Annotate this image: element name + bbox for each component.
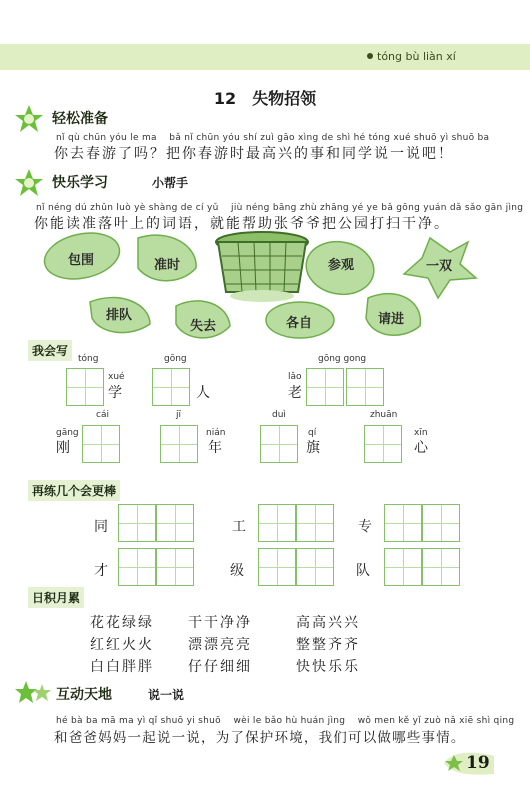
header-label: tóng bù liàn xí <box>367 50 456 63</box>
pinyin-label: lǎo <box>288 372 302 382</box>
writing-grid[interactable] <box>384 548 422 586</box>
idiom: 干干净净 <box>188 615 252 631</box>
leaf-word: 排队 <box>105 308 132 323</box>
writing-grid[interactable] <box>156 504 194 542</box>
character: 年 <box>208 440 222 456</box>
section2-pinyin: nǐ néng dú zhǔn luò yè shàng de cí yǔ jiù néng bāng zhù zhāng yé ye bǎ gōng yuán dǎ sǎo gān jìng <box>36 203 524 213</box>
section1-text: 你去春游了吗？把你春游时最高兴的事和同学说一说吧！ <box>54 146 454 162</box>
writing-grid[interactable] <box>66 368 104 406</box>
section-title-prepare: 轻松准备 <box>52 111 108 127</box>
section1-pinyin: nǐ qù chūn yóu le ma bǎ nǐ chūn yóu shí zuì gāo xìng de shì hé tóng xué shuō yì shuō ba <box>56 133 490 143</box>
pinyin-label: cái <box>96 410 109 420</box>
section-title-learn: 快乐学习 <box>52 175 108 191</box>
writing-grid[interactable] <box>364 425 402 463</box>
character: 刚 <box>56 440 70 456</box>
writing-grid[interactable] <box>152 368 190 406</box>
interact-text: 和爸爸妈妈一起说一说，为了保护环境，我们可以做哪些事情。 <box>54 730 466 746</box>
section-title-interact: 互动天地 <box>56 687 112 703</box>
section2-subtitle: 小帮手 <box>152 176 189 190</box>
page-number-badge <box>440 750 496 776</box>
pinyin-label: zhuān <box>370 410 398 420</box>
interact-subtitle: 说一说 <box>148 688 185 702</box>
writing-grid[interactable] <box>346 368 384 406</box>
character: 旗 <box>306 440 320 456</box>
idiom: 仔仔细细 <box>188 659 252 675</box>
leaf-word: 参观 <box>327 258 354 273</box>
writing-grid[interactable] <box>306 368 344 406</box>
accumulate-title: 日积月累 <box>28 587 84 608</box>
writing-grid[interactable] <box>156 548 194 586</box>
pinyin-label: tóng <box>78 354 99 364</box>
idiom: 白白胖胖 <box>90 659 154 675</box>
character: 才 <box>94 563 108 579</box>
page-number: 19 <box>466 753 490 773</box>
writing-grid[interactable] <box>296 548 334 586</box>
pinyin-label: xīn <box>414 428 428 438</box>
idiom: 漂漂亮亮 <box>188 637 252 653</box>
writing-grid[interactable] <box>118 548 156 586</box>
leaf-word: 失去 <box>189 319 216 334</box>
writing-grid[interactable] <box>258 504 296 542</box>
character: 专 <box>358 519 372 535</box>
writing-grid[interactable] <box>296 504 334 542</box>
pinyin-label: gōng gong <box>318 354 367 364</box>
leaf-word: 各自 <box>285 316 312 331</box>
idiom: 快快乐乐 <box>296 659 360 675</box>
leaf-word: 一双 <box>425 259 452 274</box>
writing-grid[interactable] <box>258 548 296 586</box>
character: 学 <box>108 385 122 401</box>
character: 人 <box>196 385 210 401</box>
writing-grid[interactable] <box>82 425 120 463</box>
character: 工 <box>232 519 246 535</box>
pinyin-label: nián <box>206 428 226 438</box>
character: 队 <box>356 563 370 579</box>
writing-grid[interactable] <box>260 425 298 463</box>
character: 老 <box>288 385 302 401</box>
leaf-word: 包围 <box>67 253 94 268</box>
pinyin-label: duì <box>272 410 286 420</box>
writing-grid[interactable] <box>118 504 156 542</box>
idiom: 整整齐齐 <box>296 637 360 653</box>
star-icon <box>14 168 44 198</box>
idiom: 花花绿绿 <box>90 615 154 631</box>
pinyin-label: gōng <box>164 354 187 364</box>
character: 同 <box>94 519 108 535</box>
idiom: 高高兴兴 <box>296 615 360 631</box>
star-icon <box>14 104 44 134</box>
writing-grid[interactable] <box>160 425 198 463</box>
practice-title: 再练几个会更棒 <box>28 480 120 501</box>
write-title: 我会写 <box>28 340 72 361</box>
writing-grid[interactable] <box>422 548 460 586</box>
section2-text: 你能读准落叶上的词语，就能帮助张爷爷把公园打扫干净。 <box>34 216 450 232</box>
stars-icon <box>14 680 54 706</box>
writing-grid[interactable] <box>384 504 422 542</box>
pinyin-label: xué <box>108 372 125 382</box>
leaves-illustration <box>0 228 530 352</box>
pinyin-label: jī <box>176 410 182 420</box>
writing-grid[interactable] <box>422 504 460 542</box>
pinyin-label: gāng <box>56 428 79 438</box>
character: 心 <box>414 440 428 456</box>
interact-pinyin: hé bà ba mā ma yì qǐ shuō yi shuō wèi le bǎo hù huán jìng wǒ men kě yǐ zuò nǎ xiē shì qing <box>56 716 515 726</box>
idiom: 红红火火 <box>90 637 154 653</box>
leaf-word: 请进 <box>377 312 404 327</box>
character: 级 <box>230 563 244 579</box>
leaf-word: 准时 <box>153 258 180 273</box>
bullet-icon <box>367 53 373 59</box>
lesson-title: 12 失物招领 <box>213 89 317 108</box>
pinyin-label: qí <box>308 428 317 438</box>
